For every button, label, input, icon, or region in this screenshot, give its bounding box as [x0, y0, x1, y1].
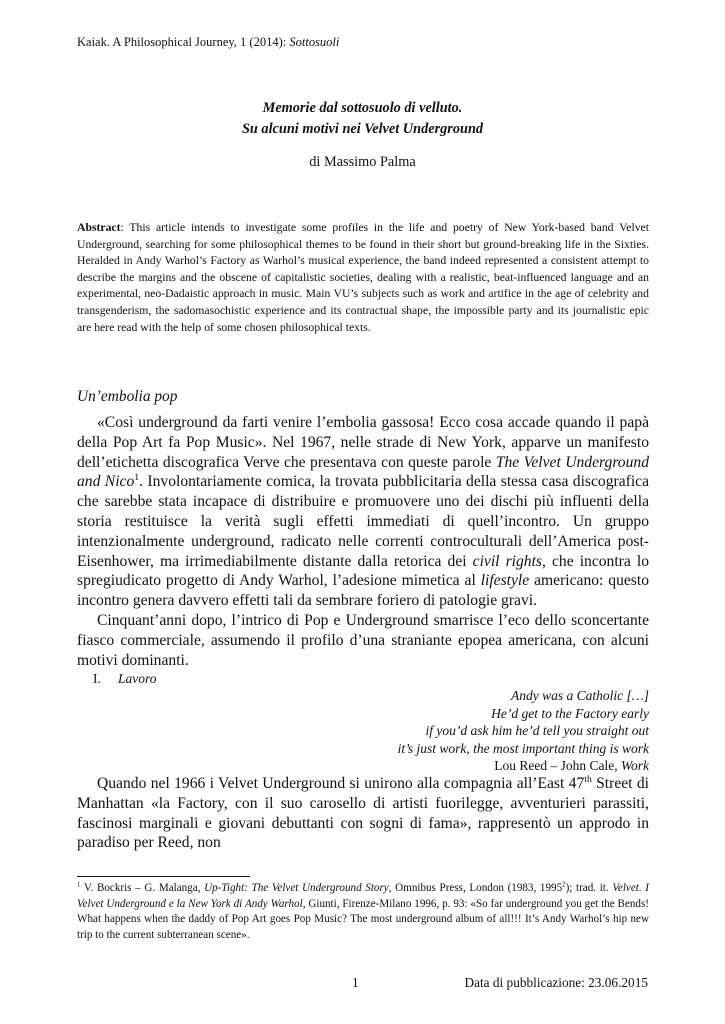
- running-header: [77, 35, 339, 50]
- abstract-label: Abstract: [77, 221, 121, 234]
- subsection-number: I.: [93, 671, 101, 686]
- paragraph: Cinquant’anni dopo, l’intrico di Pop e Underground smarrisce l’eco dello sconcertante fiasco commerciale, assumendo il profilo d’una straniante epopea americana, con alcuni motivi dominanti.: [77, 611, 649, 669]
- abstract-text: : This article intends to investigate some profiles in the life and poetry of New York-based band Velvet Underground, searching for some philosophical themes to be found in their short but ground-breaking life in the Sixties. Heralded in Andy Warhol’s Factory as Warhol’s musical experience, the band indeed represented a consistent attempt to describe the margins and the obscene of capitalistic societies, dealing with a realistic, beat-influenced language and an experimental, neo-Dadaistic approach in music. Main VU’s subjects such as work and artifice in the age of celebrity and transgenderism, the sadomasochistic experience and its contractual shape, the impossible party and its journalistic epic are here read with the help of some chosen philosophical texts.: [77, 221, 649, 334]
- footnote-ref[interactable]: 1: [134, 472, 140, 484]
- subsection-title: Lavoro: [118, 671, 157, 686]
- section-heading: Un’embolia pop: [77, 388, 178, 405]
- epigraph-line: He’d get to the Factory early: [491, 705, 649, 721]
- journal-section: Sottosuoli: [289, 35, 340, 49]
- paragraph: «Così underground da farti venire l’embolia gassosa! Ecco cosa accade quando il papà della Pop Art fa Pop Music». Nel 1967, nelle strade di New York, apparve un manifesto dell’etichetta discografica Verve che presentava con queste parole The Velvet Underground and Nico$^1$. Involontariamente comica, la trovata pubblicitaria della stessa casa discografica che sarebbe stata incapace di distribuire e promuovere uno dei dischi più influenti della storia restituisce la verità sugli effetti immediati di quell’incontro. Un gruppo intenzionalmente underground, radicato nelle correnti controculturali dell’America post-Eisenhower, ma irrimediabilmente distante dalla retorica dei civil rights, che incontra lo spregiudicato progetto di Andy Warhol, l’adesione mimetica al lifestyle americano: questo incontro genera davvero effetti tali da sembrare foriero di patologie gravi.: [77, 414, 649, 610]
- epigraph-line: it’s just work, the most important thing is work: [397, 740, 649, 756]
- publication-date: Data di pubblicazione: 23.06.2015: [464, 975, 648, 990]
- subsection-heading: [93, 671, 157, 687]
- footnote-divider: [77, 876, 250, 877]
- section-2-body: [77, 774, 649, 853]
- footnote: $^1$ V. Bockris – G. Malanga, Up-Tight: The Velvet Underground Story, Omnibus Press, London (1983, 1995$^2$); trad. it. Velvet. I Velvet Underground e la New York di Andy Warhol, Giunti, Firenze-Milano 1996, p. 93: «So far underground you get the Bends! What happens when the daddy of Pop Art goes Pop Music? The most underground album of all!!! It’s Andy Warhol’s hip new trip to the current subterranean scene».: [77, 881, 649, 941]
- abstract: [77, 220, 649, 336]
- epigraph: [398, 687, 649, 775]
- epigraph-line: Andy was a Catholic […]: [510, 688, 649, 703]
- paragraph: Quando nel 1966 i Velvet Underground si unirono alla compagnia all’East 47th Street di Manhattan «la Factory, con il suo carosello di artisti fuorilegge, avventurieri parassiti, fascinosi marginali e giovani debuttanti con sogni di fama», rappresentò un approdo in paradiso per Reed, non: [77, 773, 649, 852]
- article-title-line-1: Memorie dal sottosuolo di velluto.: [262, 100, 463, 116]
- author-byline: di Massimo Palma: [309, 154, 416, 170]
- epigraph-line: if you’d ask him he’d tell you straight out: [425, 723, 649, 738]
- section-1-body: [77, 413, 649, 670]
- epigraph-attribution: Lou Reed – John Cale, Work: [494, 758, 649, 773]
- article-title-line-2: Su alcuni motivi nei Velvet Underground: [241, 121, 484, 137]
- journal-citation: Kaiak. A Philosophical Journey, 1 (2014):: [77, 35, 290, 49]
- page-number: 1: [352, 975, 359, 990]
- footnote-marker: 1: [77, 881, 81, 889]
